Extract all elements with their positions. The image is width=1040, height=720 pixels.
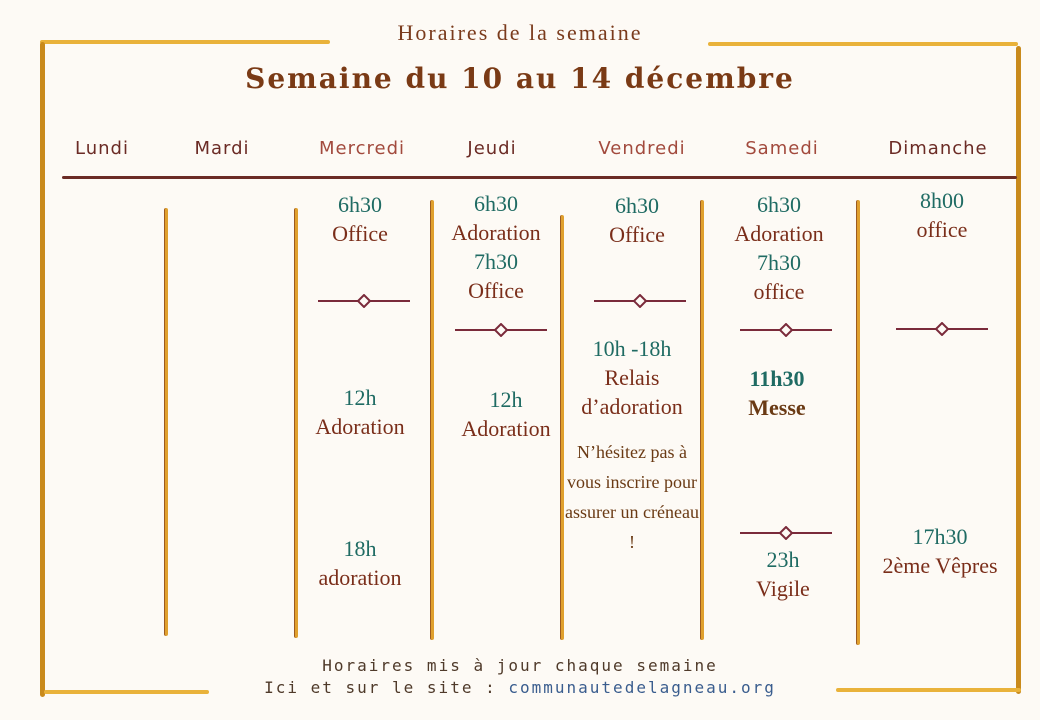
entry-label: Messe [748, 395, 806, 420]
entry-time: 17h30 [912, 524, 968, 549]
day-lundi: Lundi [75, 138, 129, 159]
divider-ornament [594, 294, 686, 308]
entry-time: 11h30 [749, 366, 805, 391]
entry-label: 2ème Vêpres [882, 553, 998, 578]
day-vendredi: Vendredi [598, 138, 686, 159]
entry-label: Vigile [756, 576, 810, 601]
column-separator [856, 200, 860, 645]
entry-label: office [753, 279, 805, 304]
entry-time: 6h30 [757, 192, 801, 217]
entry-time: 8h00 [920, 188, 964, 213]
entry-time: 10h -18h [592, 336, 672, 361]
dimanche-entry-2 [864, 522, 1016, 580]
entry-time: 23h [766, 547, 800, 572]
entry-label: Adoration [315, 414, 405, 439]
page-title: Semaine du 10 au 14 décembre [245, 62, 795, 95]
entry-label: adoration [318, 565, 402, 590]
dimanche-entry-1 [872, 186, 1012, 244]
website-link[interactable]: communautedelagneau.org [508, 678, 776, 697]
entry-time: 12h [489, 387, 523, 412]
day-mardi: Mardi [194, 138, 250, 159]
entry-label: Adoration [451, 220, 541, 245]
divider-ornament [455, 323, 547, 337]
vendredi-note: N’hésitez pas à vous inscrire pour assurer un créneau ! [565, 442, 699, 552]
vendredi-entry-1 [567, 191, 707, 249]
samedi-entry-mass [707, 364, 847, 422]
footer-line-2 [0, 678, 1040, 697]
footer-prefix: Ici et sur le site : [264, 678, 509, 697]
samedi-entry-1 [709, 190, 849, 306]
mercredi-entry-3 [290, 534, 430, 592]
day-mercredi: Mercredi [318, 138, 405, 159]
entry-time: 6h30 [338, 192, 382, 217]
entry-time: 7h30 [757, 250, 801, 275]
divider-ornament [740, 526, 832, 540]
day-jeudi: Jeudi [467, 138, 517, 159]
mercredi-entry-2 [290, 383, 430, 441]
page-subtitle: Horaires de la semaine [0, 20, 1040, 46]
day-dimanche: Dimanche [888, 138, 988, 159]
entry-label: Adoration [461, 416, 551, 441]
header-rule [62, 176, 1017, 179]
vendredi-entry-2 [562, 334, 702, 421]
frame-right [1016, 46, 1021, 694]
entry-time: 18h [343, 536, 377, 561]
divider-ornament [740, 323, 832, 337]
divider-ornament [318, 294, 410, 308]
entry-label: Relais d’adoration [581, 365, 683, 419]
samedi-entry-4 [713, 545, 853, 603]
jeudi-entry-3 [436, 385, 576, 443]
entry-time: 7h30 [474, 249, 518, 274]
entry-time: 6h30 [474, 191, 518, 216]
entry-label: office [916, 217, 968, 242]
column-separator [164, 208, 168, 636]
entry-label: Adoration [734, 221, 824, 246]
jeudi-entry-1 [426, 189, 566, 305]
entry-label: Office [609, 222, 665, 247]
divider-ornament [896, 322, 988, 336]
entry-time: 6h30 [615, 193, 659, 218]
footer-line-1: Horaires mis à jour chaque semaine [322, 656, 718, 675]
day-samedi: Samedi [745, 138, 819, 159]
entry-time: 12h [343, 385, 377, 410]
entry-label: Office [332, 221, 388, 246]
entry-label: Office [468, 278, 524, 303]
mercredi-entry-1 [290, 190, 430, 248]
